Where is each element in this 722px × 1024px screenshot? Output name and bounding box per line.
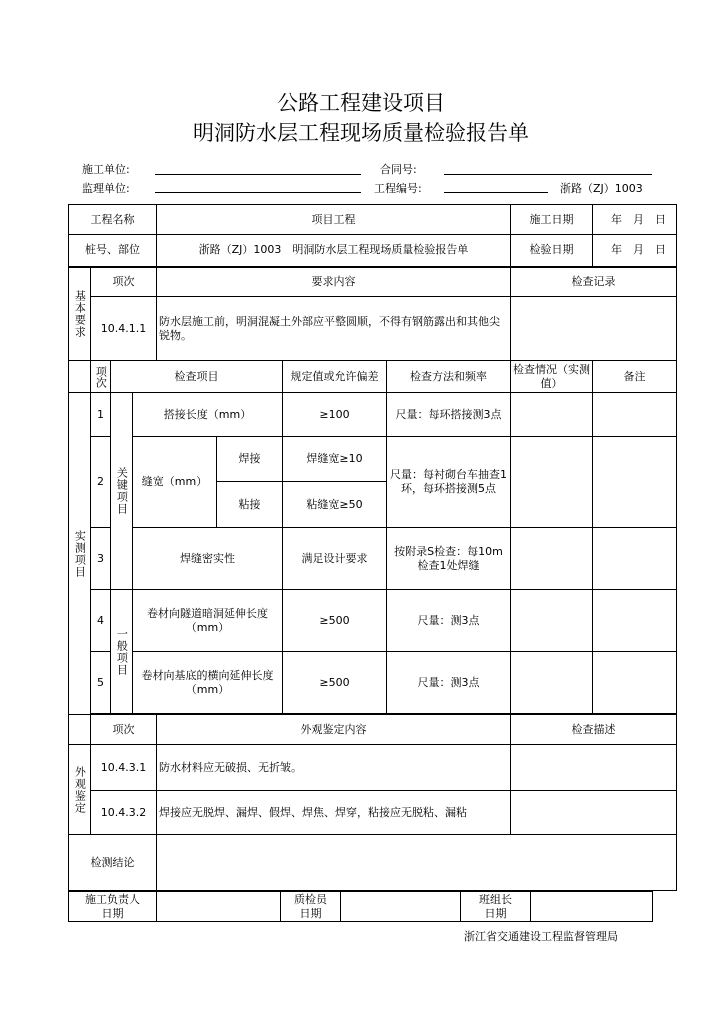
basic-content-header: 要求内容 bbox=[157, 267, 511, 297]
appearance-r2-code: 10.4.3.2 bbox=[91, 791, 157, 835]
signature-table bbox=[68, 891, 653, 922]
measured-check-header: 检查项目 bbox=[111, 361, 283, 393]
project-name-label: 工程名称 bbox=[69, 205, 157, 235]
leader-label bbox=[461, 892, 531, 922]
measured-header-blank bbox=[69, 361, 91, 393]
row-project-name bbox=[69, 205, 677, 235]
builder-sign-cell[interactable] bbox=[157, 892, 281, 922]
inspection-date-value[interactable]: 年 月 日 bbox=[593, 235, 677, 267]
leader-sign-cell[interactable] bbox=[531, 892, 653, 922]
conclusion-value[interactable] bbox=[157, 835, 677, 891]
measured-spec-header: 规定值或允许偏差 bbox=[283, 361, 387, 393]
measured-r2-result[interactable] bbox=[511, 437, 593, 528]
appearance-row-1 bbox=[69, 745, 677, 791]
project-no-label: 工程编号: bbox=[374, 182, 422, 195]
measured-r4-spec: ≥500 bbox=[283, 590, 387, 652]
appearance-r2-desc[interactable] bbox=[511, 791, 677, 835]
measured-r4-note[interactable] bbox=[593, 590, 677, 652]
measured-r1-note[interactable] bbox=[593, 393, 677, 437]
appearance-row-2 bbox=[69, 791, 677, 835]
builder-label-l1: 施工负责人 bbox=[85, 892, 140, 906]
basic-item-header: 项次 bbox=[91, 267, 157, 297]
measured-r2-note[interactable] bbox=[593, 437, 677, 528]
measured-section-label: 实测项目 bbox=[73, 529, 87, 578]
contract-no-line[interactable] bbox=[444, 174, 652, 175]
station-label: 桩号、部位 bbox=[69, 235, 157, 267]
measured-section-cell bbox=[69, 393, 91, 715]
measured-item-header-text: 项次 bbox=[94, 365, 108, 388]
measured-item-header bbox=[91, 361, 111, 393]
measured-r2-no: 2 bbox=[91, 437, 111, 528]
title-line-2: 明洞防水层工程现场质量检验报告单 bbox=[193, 121, 529, 145]
supervision-unit-line[interactable] bbox=[155, 192, 361, 193]
key-items-cell bbox=[111, 393, 133, 590]
conclusion-row bbox=[69, 835, 677, 891]
measured-r4-item: 卷材向隧道暗洞延伸长度（mm） bbox=[133, 590, 283, 652]
measured-r2-spec2: 粘缝宽≥50 bbox=[283, 482, 387, 528]
basic-record-cell[interactable] bbox=[511, 297, 677, 361]
qc-label-l1: 质检员 bbox=[294, 892, 327, 906]
measured-r5-note[interactable] bbox=[593, 652, 677, 714]
key-items-label: 关键项目 bbox=[115, 467, 129, 515]
basic-item-code: 10.4.1.1 bbox=[91, 297, 157, 361]
basic-section-cell bbox=[69, 267, 91, 361]
issuing-authority: 浙江省交通建设工程监督管理局 bbox=[464, 930, 618, 943]
appearance-r1-code: 10.4.3.1 bbox=[91, 745, 157, 791]
general-items-cell bbox=[111, 590, 133, 714]
construction-date-value[interactable]: 年 月 日 bbox=[593, 205, 677, 235]
measured-r2-item: 缝宽（mm） bbox=[133, 437, 217, 528]
station-value[interactable]: 浙路（ZJ）1003 明洞防水层工程现场质量检验报告单 bbox=[157, 235, 511, 267]
measured-r5-no: 5 bbox=[91, 652, 111, 714]
construction-unit-line[interactable] bbox=[155, 174, 361, 175]
appearance-r2-text: 焊接应无脱焊、漏焊、假焊、焊焦、焊穿，粘接应无脱粘、漏粘 bbox=[157, 791, 511, 835]
basic-item-text: 防水层施工前，明洞混凝土外部应平整圆顺，不得有钢筋露出和其他尖锐物。 bbox=[157, 297, 511, 361]
leader-label-l1: 班组长 bbox=[479, 892, 512, 906]
row-station bbox=[69, 235, 677, 267]
construction-unit-label: 施工单位: bbox=[82, 163, 130, 176]
inspection-form-table bbox=[68, 204, 677, 891]
measured-r5-spec: ≥500 bbox=[283, 652, 387, 714]
inspection-date-label: 检验日期 bbox=[511, 235, 593, 267]
appearance-section-cell bbox=[69, 745, 91, 835]
basic-section-label: 基本要求 bbox=[73, 289, 87, 338]
builder-label bbox=[69, 892, 157, 922]
basic-item-row bbox=[69, 297, 677, 361]
appearance-section-label: 外观鉴定 bbox=[73, 765, 87, 814]
measured-note-header: 备注 bbox=[593, 361, 677, 393]
builder-label-l2: 日期 bbox=[101, 906, 124, 920]
measured-header-row bbox=[69, 361, 677, 393]
measured-r5-result[interactable] bbox=[511, 652, 593, 714]
measured-r4-no: 4 bbox=[91, 590, 111, 652]
measured-r3-spec: 满足设计要求 bbox=[283, 528, 387, 590]
measured-r1-spec: ≥100 bbox=[283, 393, 387, 437]
construction-date-label: 施工日期 bbox=[511, 205, 593, 235]
signature-row bbox=[69, 892, 653, 922]
measured-method-header: 检查方法和频率 bbox=[387, 361, 511, 393]
measured-r1-no: 1 bbox=[91, 393, 111, 437]
qc-sign-cell[interactable] bbox=[341, 892, 461, 922]
basic-record-header: 检查记录 bbox=[511, 267, 677, 297]
measured-r1-result[interactable] bbox=[511, 393, 593, 437]
appearance-item-header: 项次 bbox=[91, 715, 157, 745]
appearance-content-header: 外观鉴定内容 bbox=[157, 715, 511, 745]
basic-header-row bbox=[69, 267, 677, 297]
appearance-r1-desc[interactable] bbox=[511, 745, 677, 791]
leader-label-l2: 日期 bbox=[484, 906, 507, 920]
measured-r5-method: 尺量：测3点 bbox=[387, 652, 511, 714]
appearance-desc-header: 检查描述 bbox=[511, 715, 677, 745]
measured-r4-method: 尺量：测3点 bbox=[387, 590, 511, 652]
contract-no-label: 合同号: bbox=[380, 163, 417, 176]
measured-r4-result[interactable] bbox=[511, 590, 593, 652]
measured-r3-item: 焊缝密实性 bbox=[133, 528, 283, 590]
measured-result-header: 检查情况（实测值） bbox=[511, 361, 593, 393]
measured-r3-no: 3 bbox=[91, 528, 111, 590]
measured-r3-method: 按附录S检查：每10m检查1处焊缝 bbox=[387, 528, 511, 590]
project-name-value[interactable]: 项目工程 bbox=[157, 205, 511, 235]
measured-r2-sub1: 焊接 bbox=[217, 437, 283, 482]
measured-r1-method: 尺量：每环搭接测3点 bbox=[387, 393, 511, 437]
measured-r3-note[interactable] bbox=[593, 528, 677, 590]
measured-r3-result[interactable] bbox=[511, 528, 593, 590]
measured-r2-method: 尺量：每衬砌台车抽查1环，每环搭接测5点 bbox=[387, 437, 511, 528]
title-line-1: 公路工程建设项目 bbox=[277, 91, 445, 115]
measured-r5-item: 卷材向基底的横向延伸长度（mm） bbox=[133, 652, 283, 714]
measured-row-5 bbox=[69, 652, 677, 714]
conclusion-label: 检测结论 bbox=[69, 835, 157, 891]
appearance-header-blank bbox=[69, 715, 91, 745]
measured-row-3 bbox=[69, 528, 677, 590]
form-code: 浙路（ZJ）1003 bbox=[560, 182, 643, 195]
appearance-r1-text: 防水材料应无破损、无折皱。 bbox=[157, 745, 511, 791]
measured-r2-sub2: 粘接 bbox=[217, 482, 283, 528]
qc-label-l2: 日期 bbox=[299, 906, 322, 920]
qc-label bbox=[281, 892, 341, 922]
supervision-unit-label: 监理单位: bbox=[82, 182, 130, 195]
measured-row-1 bbox=[69, 393, 677, 437]
measured-row-2a bbox=[69, 437, 677, 482]
appearance-header-row bbox=[69, 715, 677, 745]
project-no-line[interactable] bbox=[444, 192, 548, 193]
measured-r1-item: 搭接长度（mm） bbox=[133, 393, 283, 437]
measured-row-4 bbox=[69, 590, 677, 652]
measured-r2-spec1: 焊缝宽≥10 bbox=[283, 437, 387, 482]
general-items-label: 一般项目 bbox=[115, 627, 129, 676]
